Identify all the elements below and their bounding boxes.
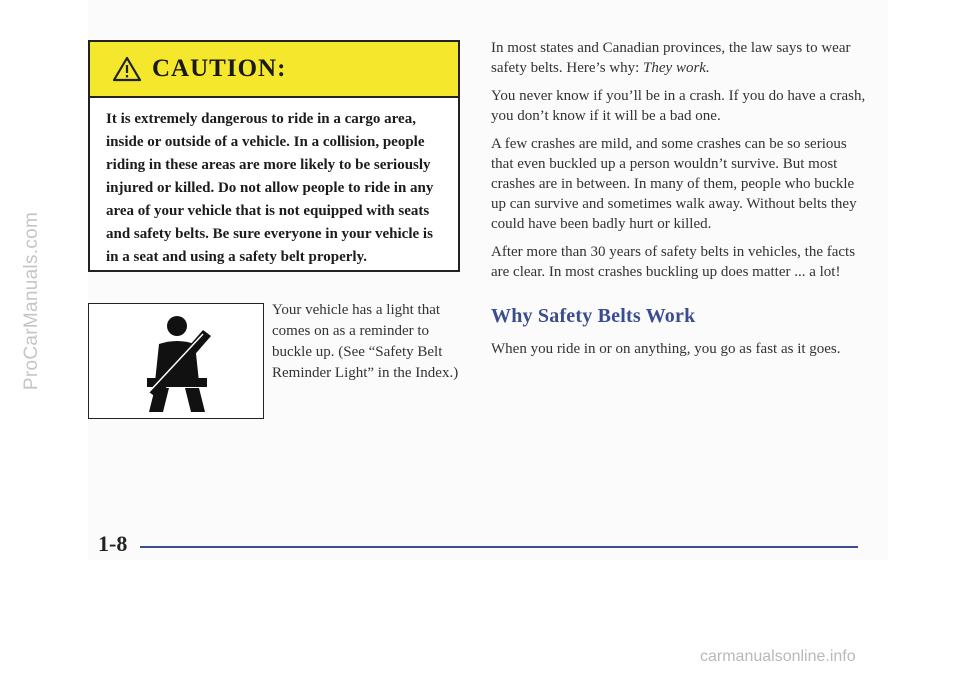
caution-header (90, 42, 458, 98)
page-number: 1-8 (98, 531, 128, 556)
caution-title: CAUTION: (152, 55, 287, 82)
paragraph-4: After more than 30 years of safety belts in vehicles, the facts are clear. In most crashes buckling up does matter ... a lot! (491, 244, 856, 280)
paragraph-1 (491, 38, 866, 78)
bottom-watermark: carmanualsonline.info (700, 648, 856, 665)
paragraph-1-emphasis: They work. (643, 60, 710, 76)
belt-reminder-text: Your vehicle has a light that comes on as a reminder to buckle up. (See “Safety Belt Reminder Light” in the Index.) (272, 302, 459, 381)
side-watermark: ProCarManuals.com (21, 211, 42, 391)
paragraph-1-text: In most states and Canadian provinces, the law says to wear safety belts. Here’s why: (491, 40, 851, 76)
paragraph-2: You never know if you’ll be in a crash. If you do have a crash, you don’t know if it will be a bad one. (491, 88, 866, 124)
seatbelt-icon-box (88, 303, 264, 419)
seatbelt-icon (129, 312, 225, 412)
section-heading: Why Safety Belts Work (491, 305, 696, 327)
footer-rule (140, 546, 858, 548)
warning-triangle-icon (112, 56, 142, 82)
paragraph-3: A few crashes are mild, and some crashes can be so serious that even buckled up a person wouldn’t survive. But most crashes are in between. In many of them, people who buckle up can survive and sometimes walk away. Without belts they could have been badly hurt or killed. (491, 136, 857, 232)
section-text: When you ride in or on anything, you go as fast as it goes. (491, 341, 841, 357)
caution-box (88, 40, 460, 272)
caution-text: It is extremely dangerous to ride in a cargo area, inside or outside of a vehicle. In a collision, people riding in these areas are more likely to be seriously injured or killed. Do not allow people to ride in any area of your vehicle that is not equipped with seats and safety belts. Be sure everyone in your vehicle is in a seat and using a safety belt properly. (106, 111, 434, 265)
right-column (491, 38, 866, 290)
